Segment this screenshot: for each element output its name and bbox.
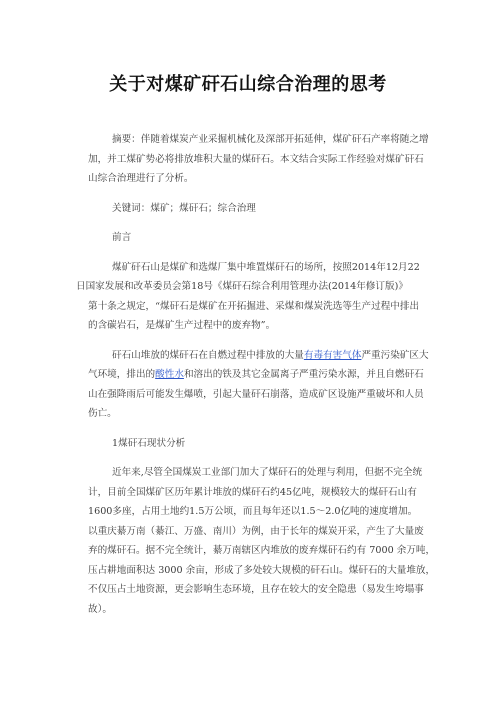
abstract-paragraph	[88, 130, 432, 189]
abstract-line: 加，并工煤矿势必将排放堆积大量的煤矸石。本文结合实际工作经验对煤矿矸石	[88, 153, 424, 165]
abstract-line: 山综合治理进行了分析。	[88, 173, 194, 184]
paragraph-status	[88, 463, 436, 619]
paragraph-line	[88, 346, 432, 366]
text-segment: 矸石山堆放的煤矸石在自燃过程中排放的大量	[112, 349, 304, 361]
paragraph-definition	[76, 258, 432, 336]
text-segment: 严重污染矿区大	[361, 349, 429, 361]
paragraph-line: 山在强降雨后可能发生爆喷，引起大量矸石崩落，造成矿区设施严重破坏和人员	[88, 388, 424, 400]
paragraph-line: 以重庆綦万南（綦江、万盛、南川）为例，由于长年的煤炭开采，产生了大量废	[88, 525, 424, 537]
paragraph-line: 日国家发展和改革委员会第18号《煤矸石综合利用管理办法(2014年修订版)》	[76, 281, 408, 292]
acid-water-link[interactable]: 酸性水	[155, 369, 184, 380]
text-segment: 和溶出的铁及其它金属离子严重污染水源，并且自燃矸石	[183, 369, 424, 380]
paragraph-line: 近年来,尽管全国煤炭工业部门加大了煤矸石的处理与利用，但据不完全统	[112, 467, 423, 478]
section-heading: 1煤矸石现状分析	[112, 437, 186, 449]
paragraph-line: 伤亡。	[88, 408, 117, 419]
paragraph-line: 1600多座，占用土地约1.5万公顷，而且每年还以1.5～2.0亿吨的速度增加。	[88, 506, 418, 517]
preface-heading: 前言	[112, 232, 132, 243]
paragraph-line: 计，目前全国煤矿区历年累计堆放的煤矸石约45亿吨，规模较大的煤矸石山有	[88, 486, 417, 498]
paragraph-line: 煤矿矸石山是煤矿和选煤厂集中堆置煤矸石的场所，按照2014年12月22	[112, 261, 420, 273]
abstract-line: 摘要：伴随着煤炭产业采掘机械化及深部开拓延伸，煤矿矸石产率将随之增	[112, 134, 429, 145]
document-title: 关于对煤矿矸石山综合治理的思考	[109, 74, 387, 95]
paragraph-line	[88, 365, 432, 385]
toxic-gas-link[interactable]: 有毒有害气体	[303, 349, 362, 361]
paragraph-line: 的含碳岩石，是煤矿生产过程中的废弃物”。	[88, 320, 276, 331]
paragraph-line: 压占耕地面积达 3000 余亩，形成了多处较大规模的矸石山。煤矸石的大量堆放，	[88, 564, 436, 576]
paragraph-line: 不仅压占土地资源，更会影响生态环境，且存在较大的安全隐患（易发生垮塌事	[88, 584, 424, 595]
paragraph-line: 第十条之规定，“煤矸石是煤矿在开拓掘进、采煤和煤炭洗选等生产过程中排出	[88, 300, 420, 312]
text-segment: 气环境，排出的	[88, 369, 156, 380]
paragraph-line: 弃的煤矸石。据不完全统计，綦万南辖区内堆放的废弃煤矸石约有 7000 余万吨，	[88, 545, 436, 556]
paragraph-line: 故）。	[88, 603, 112, 615]
paragraph-hazards	[88, 346, 432, 424]
keywords-paragraph: 关键词：煤矿；煤矸石；综合治理	[112, 202, 256, 214]
